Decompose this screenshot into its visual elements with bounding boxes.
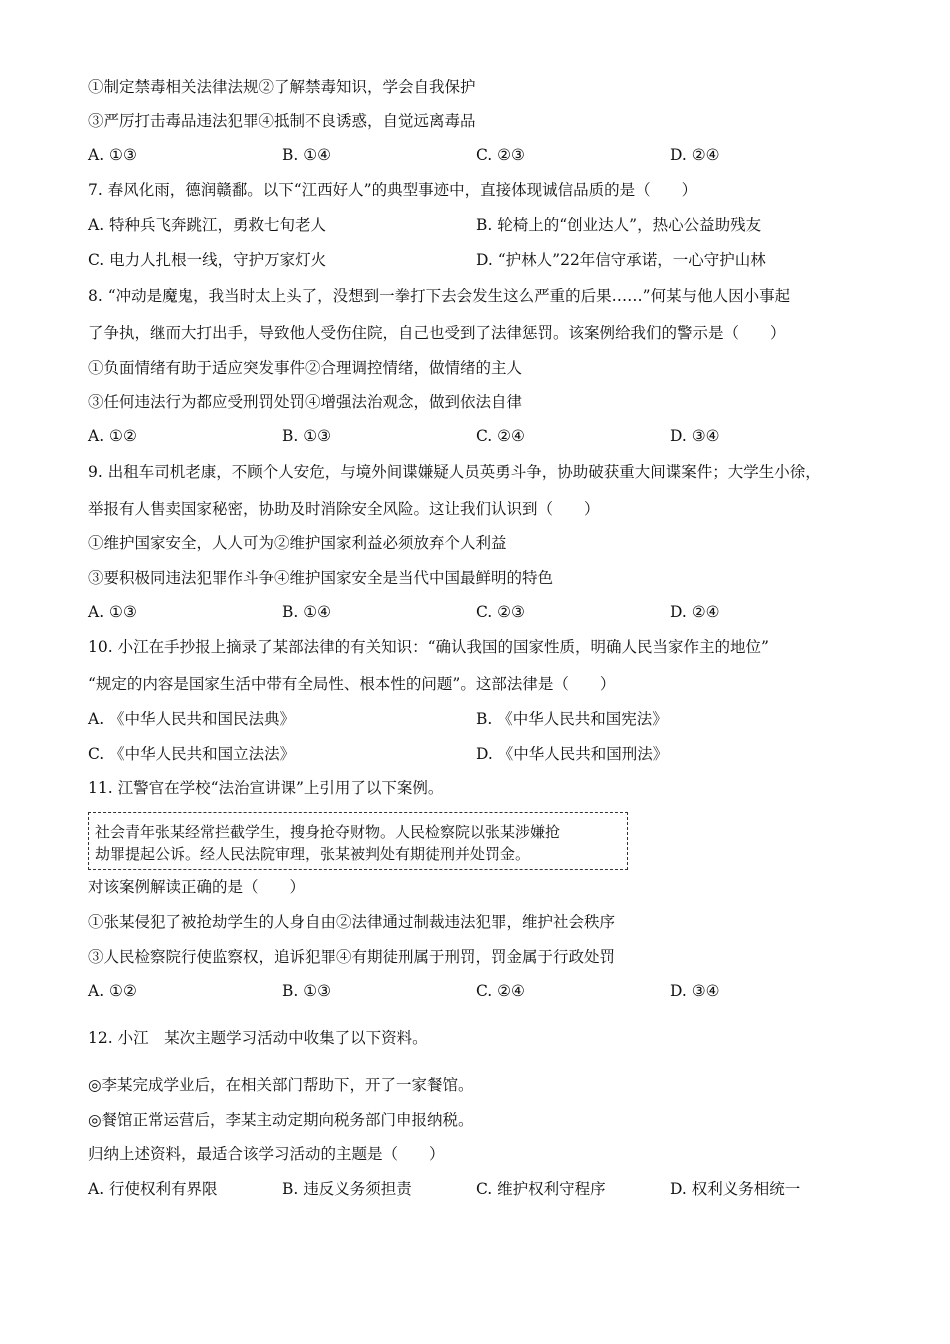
q7-option-a[interactable]: A. 特种兵飞奔跳江，勇救七旬老人 <box>88 216 327 234</box>
q9-option-a[interactable]: A. ①③ <box>88 603 137 621</box>
q11-option-a[interactable]: A. ①② <box>88 982 137 1000</box>
q7-stem: 7. 春风化雨，德润赣鄱。以下“江西好人”的典型事迹中，直接体现诚信品质的是（ ） <box>88 181 698 199</box>
q12-options <box>88 1182 868 1202</box>
q11-options <box>88 984 868 1004</box>
q6-option-d[interactable]: D. ②④ <box>670 146 720 164</box>
q8-stem-line-2: 了争执，继而大打出手，导致他人受伤住院，自己也受到了法律惩罚。该案例给我们的警示是（ ） <box>88 324 786 342</box>
q7-options-row-1 <box>88 218 868 238</box>
q11-option-c[interactable]: C. ②④ <box>476 982 525 1000</box>
q10-stem-line-2: “规定的内容是国家生活中带有全局性、根本性的问题”。这部法律是（ ） <box>88 675 616 693</box>
q11-item-line-1: ①张某侵犯了被抢劫学生的人身自由②法律通过制裁违法犯罪，维护社会秩序 <box>88 913 616 931</box>
q6-option-a[interactable]: A. ①③ <box>88 146 137 164</box>
q8-stem-line-1: 8. “冲动是魔鬼，我当时太上头了，没想到一拳打下去会发生这么严重的后果……”何某与他人因小事起 <box>88 287 791 305</box>
q10-stem-line-1: 10. 小江在手抄报上摘录了某部法律的有关知识：“确认我国的国家性质，明确人民当家作主的地位” <box>88 638 769 656</box>
q9-option-c[interactable]: C. ②③ <box>476 603 525 621</box>
q12-option-b[interactable]: B. 违反义务须担责 <box>282 1180 412 1198</box>
q8-item-line-2: ③任何违法行为都应受刑罚处罚④增强法治观念，做到依法自律 <box>88 393 523 411</box>
q11-case-box <box>88 812 628 870</box>
q11-stem: 11. 江警官在学校“法治宣讲课”上引用了以下案例。 <box>88 779 444 797</box>
q11-question: 对该案例解读正确的是（ ） <box>88 878 306 896</box>
q6-item-line-1: ①制定禁毒相关法律法规②了解禁毒知识，学会自我保护 <box>88 78 476 96</box>
q11-case-line-2: 劫罪提起公诉。经人民法院审理，张某被判处有期徒刑并处罚金。 <box>95 845 531 863</box>
q11-item-line-2: ③人民检察院行使监察权，追诉犯罪④有期徒刑属于刑罚，罚金属于行政处罚 <box>88 948 616 966</box>
q10-options-row-1 <box>88 712 868 732</box>
q9-item-line-1: ①维护国家安全，人人可为②维护国家利益必须放弃个人利益 <box>88 534 507 552</box>
q10-option-b[interactable]: B. 《中华人民共和国宪法》 <box>476 710 668 728</box>
q8-option-d[interactable]: D. ③④ <box>670 427 720 445</box>
q8-option-a[interactable]: A. ①② <box>88 427 137 445</box>
q6-option-c[interactable]: C. ②③ <box>476 146 525 164</box>
q12-question: 归纳上述资料，最适合该学习活动的主题是（ ） <box>88 1145 445 1163</box>
q7-option-c[interactable]: C. 电力人扎根一线，守护万家灯火 <box>88 251 327 269</box>
q7-option-b[interactable]: B. 轮椅上的“创业达人”，热心公益助残友 <box>476 216 762 234</box>
q10-options-row-2 <box>88 747 868 767</box>
q11-option-d[interactable]: D. ③④ <box>670 982 720 1000</box>
q6-option-b[interactable]: B. ①④ <box>282 146 332 164</box>
q11-option-b[interactable]: B. ①③ <box>282 982 332 1000</box>
q8-option-b[interactable]: B. ①③ <box>282 427 332 445</box>
q12-option-c[interactable]: C. 维护权利守程序 <box>476 1180 606 1198</box>
q12-option-a[interactable]: A. 行使权利有界限 <box>88 1180 218 1198</box>
q10-option-c[interactable]: C. 《中华人民共和国立法法》 <box>88 745 296 763</box>
q10-option-d[interactable]: D. 《中华人民共和国刑法》 <box>476 745 669 763</box>
q6-item-line-2: ③严厉打击毒品违法犯罪④抵制不良诱惑，自觉远离毒品 <box>88 112 476 130</box>
q9-stem-line-1: 9. 出租车司机老康，不顾个人安危，与境外间谍嫌疑人员英勇斗争，协助破获重大间谍案件；大学生小徐， <box>88 463 821 481</box>
q9-options <box>88 605 868 625</box>
q12-material-2: ◎餐馆正常运营后，李某主动定期向税务部门申报纳税。 <box>88 1111 474 1129</box>
q9-option-b[interactable]: B. ①④ <box>282 603 332 621</box>
q8-options <box>88 429 868 449</box>
q8-option-c[interactable]: C. ②④ <box>476 427 525 445</box>
q12-stem: 12. 小江 某次主题学习活动中收集了以下资料。 <box>88 1029 428 1047</box>
q11-case-line-1: 社会青年张某经常拦截学生，搜身抢夺财物。人民检察院以张某涉嫌抢 <box>95 823 561 841</box>
q12-material-1: ◎李某完成学业后，在相关部门帮助下，开了一家餐馆。 <box>88 1076 474 1094</box>
q9-item-line-2: ③要积极同违法犯罪作斗争④维护国家安全是当代中国最鲜明的特色 <box>88 569 554 587</box>
q9-option-d[interactable]: D. ②④ <box>670 603 720 621</box>
q7-option-d[interactable]: D. “护林人”22年信守承诺，一心守护山林 <box>476 251 766 269</box>
q8-item-line-1: ①负面情绪有助于适应突发事件②合理调控情绪，做情绪的主人 <box>88 359 523 377</box>
q6-options <box>88 148 868 168</box>
q9-stem-line-2: 举报有人售卖国家秘密，协助及时消除安全风险。这让我们认识到（ ） <box>88 500 600 518</box>
q10-option-a[interactable]: A. 《中华人民共和国民法典》 <box>88 710 296 728</box>
q7-options-row-2 <box>88 253 868 273</box>
q12-option-d[interactable]: D. 权利义务相统一 <box>670 1180 801 1198</box>
